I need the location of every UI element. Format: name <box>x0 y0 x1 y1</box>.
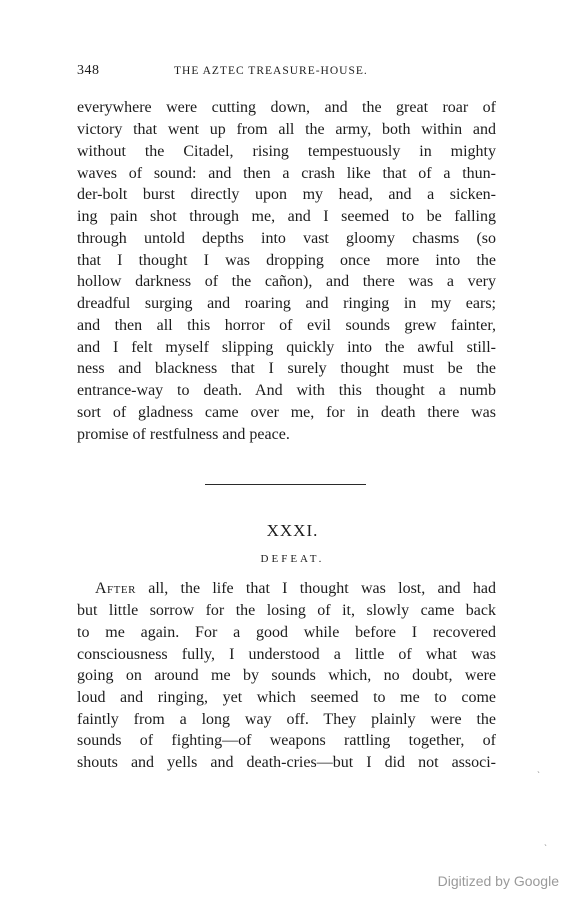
first-line-rest: all, the life that I thought was lost, and had <box>135 580 496 597</box>
chapter-number: XXXI. <box>266 521 319 540</box>
page-number: 348 <box>77 63 100 78</box>
text-line: everywhere were cutting down, and the great roar of <box>77 99 496 116</box>
section-divider-rule <box>205 484 366 485</box>
drop-word: After <box>95 580 136 597</box>
text-line: ing pain shot through me, and I seemed to be falling <box>77 208 496 225</box>
text-line: that I thought I was dropping once more into the <box>77 252 496 269</box>
text-line: faintly from a long way off. They plainly were the <box>77 711 496 728</box>
running-head: THE AZTEC TREASURE-HOUSE. <box>174 65 368 77</box>
text-line: and then all this horror of evil sounds grew fainter, <box>77 317 496 334</box>
text-line: through untold depths into vast gloomy chasms (so <box>77 230 496 247</box>
text-line: shouts and yells and death-cries—but I did not associ- <box>77 754 496 771</box>
text-line: waves of sound: and then a crash like that of a thun- <box>77 165 496 182</box>
text-line: der-bolt burst directly upon my head, and a sicken- <box>77 186 496 203</box>
text-line: ness and blackness that I surely thought must be the <box>77 360 496 377</box>
text-line: dreadful surging and roaring and ringing in my ears; <box>77 295 496 312</box>
text-line: going on around me by sounds which, no doubt, were <box>77 667 496 684</box>
text-line: sort of gladness came over me, for in death there was <box>77 404 496 421</box>
text-line: to me again. For a good while before I recovered <box>77 624 496 641</box>
text-line <box>95 578 496 599</box>
text-line: consciousness fully, I understood a little of what was <box>77 646 496 663</box>
text-line: without the Citadel, rising tempestuously in mighty <box>77 143 496 160</box>
text-line: entrance-way to death. And with this thought a numb <box>77 382 496 399</box>
text-line: but little sorrow for the losing of it, slowly came back <box>77 602 496 619</box>
text-line: promise of restfulness and peace. <box>77 426 290 443</box>
text-line: sounds of fighting—of weapons rattling together, of <box>77 732 496 749</box>
digitized-watermark: Digitized by Google <box>437 873 559 889</box>
text-line: victory that went up from all the army, both within and <box>77 121 496 138</box>
text-line: hollow darkness of the cañon), and there was a very <box>77 273 496 290</box>
chapter-title: DEFEAT. <box>260 553 325 565</box>
speck-mark: ˎ <box>544 836 547 846</box>
speck-mark: ˎ <box>537 763 540 773</box>
text-line: loud and ringing, yet which seemed to me to come <box>77 689 496 706</box>
text-line: and I felt myself slipping quickly into the awful still- <box>77 339 496 356</box>
